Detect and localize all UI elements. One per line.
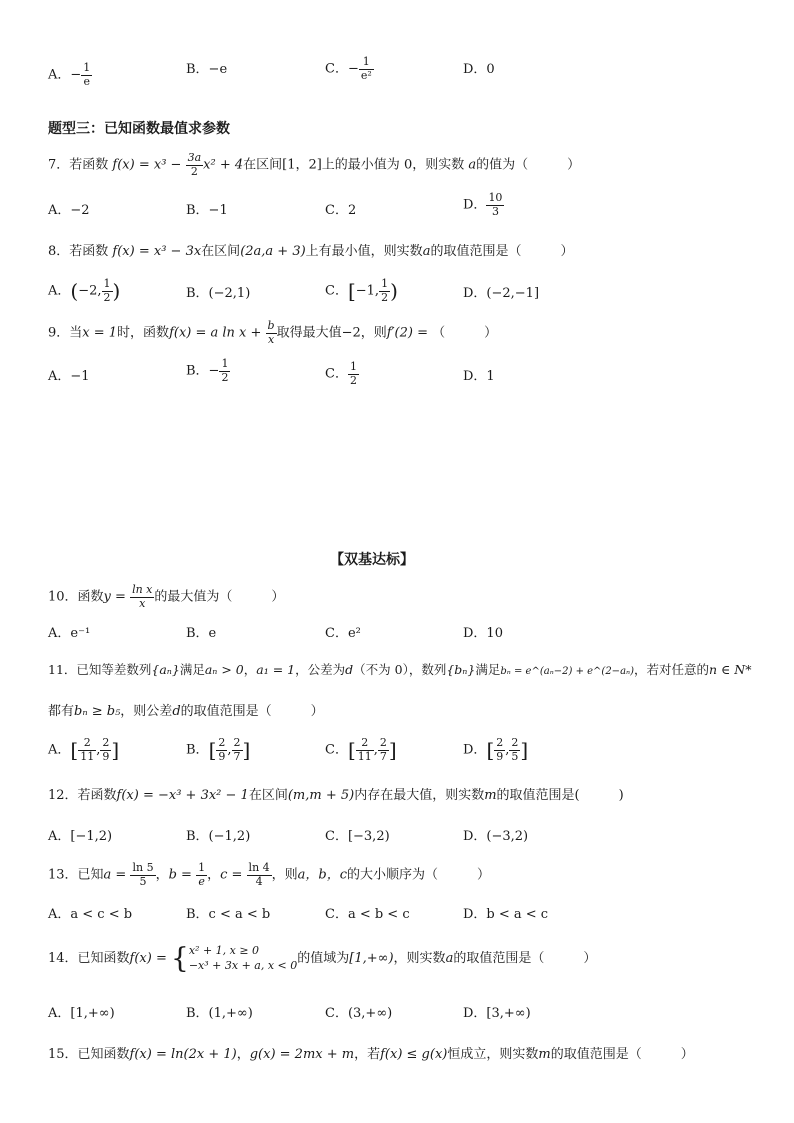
prev-option-c — [325, 56, 374, 82]
q8-option-b[interactable]: B．(−2,1) — [186, 286, 251, 301]
fraction: $\frac{b}{x}$ — [267, 319, 275, 346]
piecewise-cases: x² + 1, x ≥ 0 −x³ + 3x + a, x < 0 — [188, 944, 298, 973]
fraction: $\frac{1}{2}$ — [349, 360, 357, 387]
q7-option-b[interactable]: B．−1 — [186, 203, 228, 218]
q13-option-d[interactable]: D．b < a < c — [463, 907, 549, 922]
fraction: $\frac{2}{9}$ — [102, 736, 110, 763]
question-10: 10．函数y = $\frac{\text{ln x}}{x}$ 的最大值为（ ） — [48, 583, 285, 610]
option-label: C．− — [325, 61, 359, 77]
q10-option-a[interactable]: A．e⁻¹ — [48, 626, 91, 641]
q12-option-b[interactable]: B．(−1,2) — [186, 829, 251, 844]
q12-option-d[interactable]: D．(−3,2) — [463, 829, 529, 844]
prev-option-d: D．0 — [463, 62, 495, 77]
q10-option-b[interactable]: B．e — [186, 626, 217, 641]
fraction: $\frac{1}{e}$ — [83, 61, 91, 88]
q7-option-d[interactable]: D． $\frac{10}{3}$ — [463, 191, 503, 218]
q7-option-c[interactable]: C．2 — [325, 203, 357, 218]
math-expression: x² + 4 — [203, 157, 244, 173]
math-expression: f(x) = x³ − 3x — [112, 244, 202, 259]
q8-option-d[interactable]: D．(−2,−1] — [463, 286, 540, 301]
question-15: 15．已知函数f(x) = ln(2x + 1)，g(x) = 2mx + m，若f(x) ≤ g(x)恒成立，则实数m的取值范围是（ ） — [48, 1047, 694, 1062]
q13-option-c[interactable]: C．a < b < c — [325, 907, 410, 922]
q10-option-c[interactable]: C．e² — [325, 626, 361, 641]
fraction: $\frac{1}{\text{e²}}$ — [360, 55, 372, 82]
prev-option-b: B．−e — [186, 62, 228, 77]
fraction: $\frac{2}{7}$ — [379, 736, 387, 763]
fraction: $\frac{10}{3}$ — [488, 191, 503, 218]
q11-option-c[interactable]: C．[ $\frac{2}{11}$ , $\frac{2}{7}$ ] — [325, 736, 397, 763]
fraction: $\frac{1}{2}$ — [103, 277, 111, 304]
question-7: 7．若函数 f(x) = x³ − $\frac{3a}{2}$ x² + 4在区间[1，2]上的最小值为 0，则实数 a的值为（ ） — [48, 151, 581, 178]
question-13: 13．已知a = $\frac{\ln 5}{5}$ ，b = $\frac{1}{e}$ ，c = $\frac{\ln 4}{4}$ ，则a，b，c的大小顺序为（ ） — [48, 861, 491, 888]
q14-option-c[interactable]: C．(3,+∞) — [325, 1006, 393, 1021]
q14-option-d[interactable]: D．[3,+∞) — [463, 1006, 531, 1021]
question-8: 8．若函数 f(x) = x³ − 3x在区间(2a,a + 3)上有最小值，则实数a的取值范围是（ ） — [48, 244, 574, 259]
fraction: $\frac{2}{9}$ — [496, 736, 504, 763]
q11-option-a[interactable]: A．[ $\frac{2}{11}$ , $\frac{2}{9}$ ] — [48, 736, 120, 763]
math-expression: f(x) = a ln x + — [169, 325, 266, 341]
question-11-line-1: 11．已知等差数列{aₙ}满足aₙ > 0，a₁ = 1，公差为d（不为 0），数列{bₙ}满足bₙ = e^(aₙ−2) + e^(2−aₙ)，若对任意的n ∈ N* — [48, 662, 752, 677]
fraction: $\frac{2}{5}$ — [511, 736, 519, 763]
q13-option-a[interactable]: A．a < c < b — [48, 907, 133, 922]
q10-option-d[interactable]: D．10 — [463, 626, 503, 641]
question-12: 12．若函数f(x) = −x³ + 3x² − 1在区间(m,m + 5)内存在最大值，则实数m的取值范围是( ) — [48, 788, 624, 803]
question-14: 14．已知函数f(x) = { x² + 1, x ≥ 0 −x³ + 3x + a, x < 0 的值域为[1,+∞)，则实数a的取值范围是（ ） — [48, 941, 597, 975]
q13-option-b[interactable]: B．c < a < b — [186, 907, 271, 922]
fraction: $\frac{\ln 4}{4}$ — [248, 861, 270, 888]
fraction: $\frac{2}{11}$ — [357, 736, 372, 763]
q9-option-d[interactable]: D．1 — [463, 369, 495, 384]
q12-option-c[interactable]: C．[−3,2) — [325, 829, 390, 844]
q12-option-a[interactable]: A．[−1,2) — [48, 829, 113, 844]
q8-option-c[interactable]: C．[−1, $\frac{1}{2}$ ) — [325, 277, 398, 304]
q7-option-a[interactable]: A．−2 — [48, 203, 90, 218]
question-9: 9．当x = 1时，函数f(x) = a ln x + $\frac{b}{x}$ 取得最大值−2，则f′(2) = （ ） — [48, 319, 498, 346]
prev-option-a — [48, 62, 92, 88]
math-expression: g(x) = 2mx + m — [249, 1047, 355, 1062]
option-label: A．− — [48, 67, 82, 83]
math-expression: f(x) = −x³ + 3x² − 1 — [116, 788, 249, 803]
q9-option-a[interactable]: A．−1 — [48, 369, 90, 384]
section-heading: 题型三：已知函数最值求参数 — [48, 121, 230, 137]
section-title: 【双基达标】 — [330, 552, 414, 568]
fraction: $\frac{1}{2}$ — [381, 277, 389, 304]
q11-option-b[interactable]: B．[ $\frac{2}{9}$ , $\frac{2}{7}$ ] — [186, 736, 251, 763]
fraction: $\frac{2}{9}$ — [218, 736, 226, 763]
q9-option-c[interactable]: C． $\frac{1}{2}$ — [325, 360, 357, 387]
question-11-line-2: 都有bₙ ≥ b₅，则公差d的取值范围是（ ） — [48, 704, 324, 719]
fraction: $\frac{1}{2}$ — [221, 357, 229, 384]
fraction: $\frac{\text{ln x}}{x}$ — [132, 583, 153, 610]
q14-option-b[interactable]: B．(1,+∞) — [186, 1006, 253, 1021]
math-expression: (2a,a + 3) — [240, 244, 306, 259]
fraction: $\frac{1}{e}$ — [198, 861, 206, 888]
fraction: $\frac{\ln 5}{5}$ — [132, 861, 154, 888]
q14-option-a[interactable]: A．[1,+∞) — [48, 1006, 115, 1021]
q11-option-d[interactable]: D．[ $\frac{2}{9}$ , $\frac{2}{5}$ ] — [463, 736, 529, 763]
q9-option-b[interactable]: B．− $\frac{1}{2}$ — [186, 357, 229, 384]
fraction: $\frac{3a}{2}$ — [187, 151, 202, 178]
q8-option-a[interactable]: A．(−2, $\frac{1}{2}$ ) — [48, 277, 121, 304]
fraction: $\frac{2}{11}$ — [80, 736, 95, 763]
math-expression: f(x) = ln(2x + 1) — [129, 1047, 237, 1062]
piecewise-brace: { — [171, 941, 189, 975]
math-expression: f(x) = x³ − — [112, 157, 186, 173]
fraction: $\frac{2}{7}$ — [233, 736, 241, 763]
